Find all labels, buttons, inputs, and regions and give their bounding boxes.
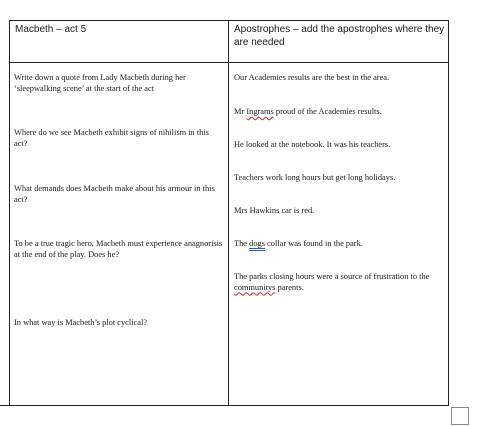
question-plot-cyclical: In what way is Macbeth’s plot cyclical? — [14, 318, 148, 327]
table-right-border — [448, 21, 449, 405]
table-edge-line — [0, 405, 9, 406]
sentence-parks-closing — [234, 272, 446, 293]
table-left-border — [9, 21, 10, 405]
sentence-text: proud of the Academies results. — [273, 107, 382, 116]
question-nihilism: Where do we see Macbeth exhibit signs of nihilism in this act? — [14, 128, 209, 148]
table-column-divider — [228, 21, 229, 405]
sentence-mr-ingrams — [234, 107, 446, 118]
header-macbeth-act5: Macbeth – act 5 — [15, 24, 87, 35]
header-row-divider — [9, 62, 449, 63]
sentence-text: parents. — [275, 282, 304, 292]
sentence-text: The — [234, 239, 250, 248]
spellcheck-error-communitys[interactable]: communitys — [234, 282, 276, 292]
question-anagnorisis: To be a true tragic hero, Macbeth must experience anagnorisis at the end of the play. Does he? — [14, 239, 223, 259]
header-apostrophes: Apostrophes – add the apostrophes where they are needed — [234, 24, 445, 48]
sentence-text: The parks closing hours were a source of frustration to the — [234, 272, 430, 281]
sentence-notebook: He looked at the notebook. It was his teachers. — [234, 140, 391, 149]
sentence-text: Mr — [234, 107, 247, 116]
sentence-teachers-hours: Teachers work long hours but get long holidays. — [234, 173, 396, 182]
sentence-mrs-hawkins: Mrs Hawkins car is red. — [234, 206, 315, 215]
question-armour: What demands does Macbeth make about his armour in this act? — [14, 184, 215, 204]
sentence-academies-results: Our Academies results are the best in the area. — [234, 73, 390, 82]
grammar-mark-dogs[interactable]: dogs — [249, 239, 265, 248]
table-resize-handle[interactable] — [451, 407, 469, 425]
spellcheck-error-ingrams[interactable]: Ingrams — [246, 107, 274, 116]
sentence-dogs-collar — [234, 239, 446, 250]
question-sleepwalking-quote: Write down a quote from Lady Macbeth during her ‘sleepwalking scene’ at the start of the act — [14, 73, 186, 93]
sentence-text: collar was found in the park. — [264, 239, 363, 248]
